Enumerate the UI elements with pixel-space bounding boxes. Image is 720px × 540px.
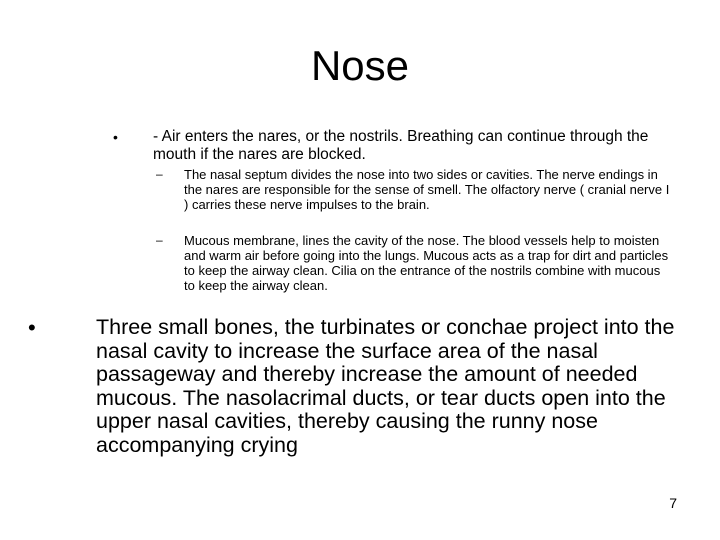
sub-item-text: The nasal septum divides the nose into two sides or cavities. The nerve endings in the nares are responsible for the sense of smell. The olfactory nerve ( cranial nerve I ) carries these nerve impulses to the brain. xyxy=(184,167,670,212)
sub-item-text: Mucous membrane, lines the cavity of the nose. The blood vessels help to moisten and warm air before going into the lungs. Mucous acts as a trap for dirt and particles to keep the airway clean. Cilia on the entrance of the nostrils combine with mucous to keep the airway clean. xyxy=(184,233,669,293)
dash-marker: – xyxy=(156,167,163,181)
slide-title: Nose xyxy=(310,42,410,89)
page-number: 7 xyxy=(669,495,677,511)
bullet-text: - Air enters the nares, or the nostrils. Breathing can continue through the mouth if the nares are blocked. xyxy=(153,128,649,163)
bullet-text: Three small bones, the turbinates or conchae project into the nasal cavity to increase the surface area of the nasal passageway and thereby increase the amount of needed mucous. The nasolacrimal ducts, or tear ducts open into the upper nasal cavities, thereby causing the runny nose accompanying crying xyxy=(96,315,675,457)
dash-marker: – xyxy=(156,233,163,247)
bullet-marker: • xyxy=(113,129,118,145)
bullet-marker: • xyxy=(28,315,36,340)
